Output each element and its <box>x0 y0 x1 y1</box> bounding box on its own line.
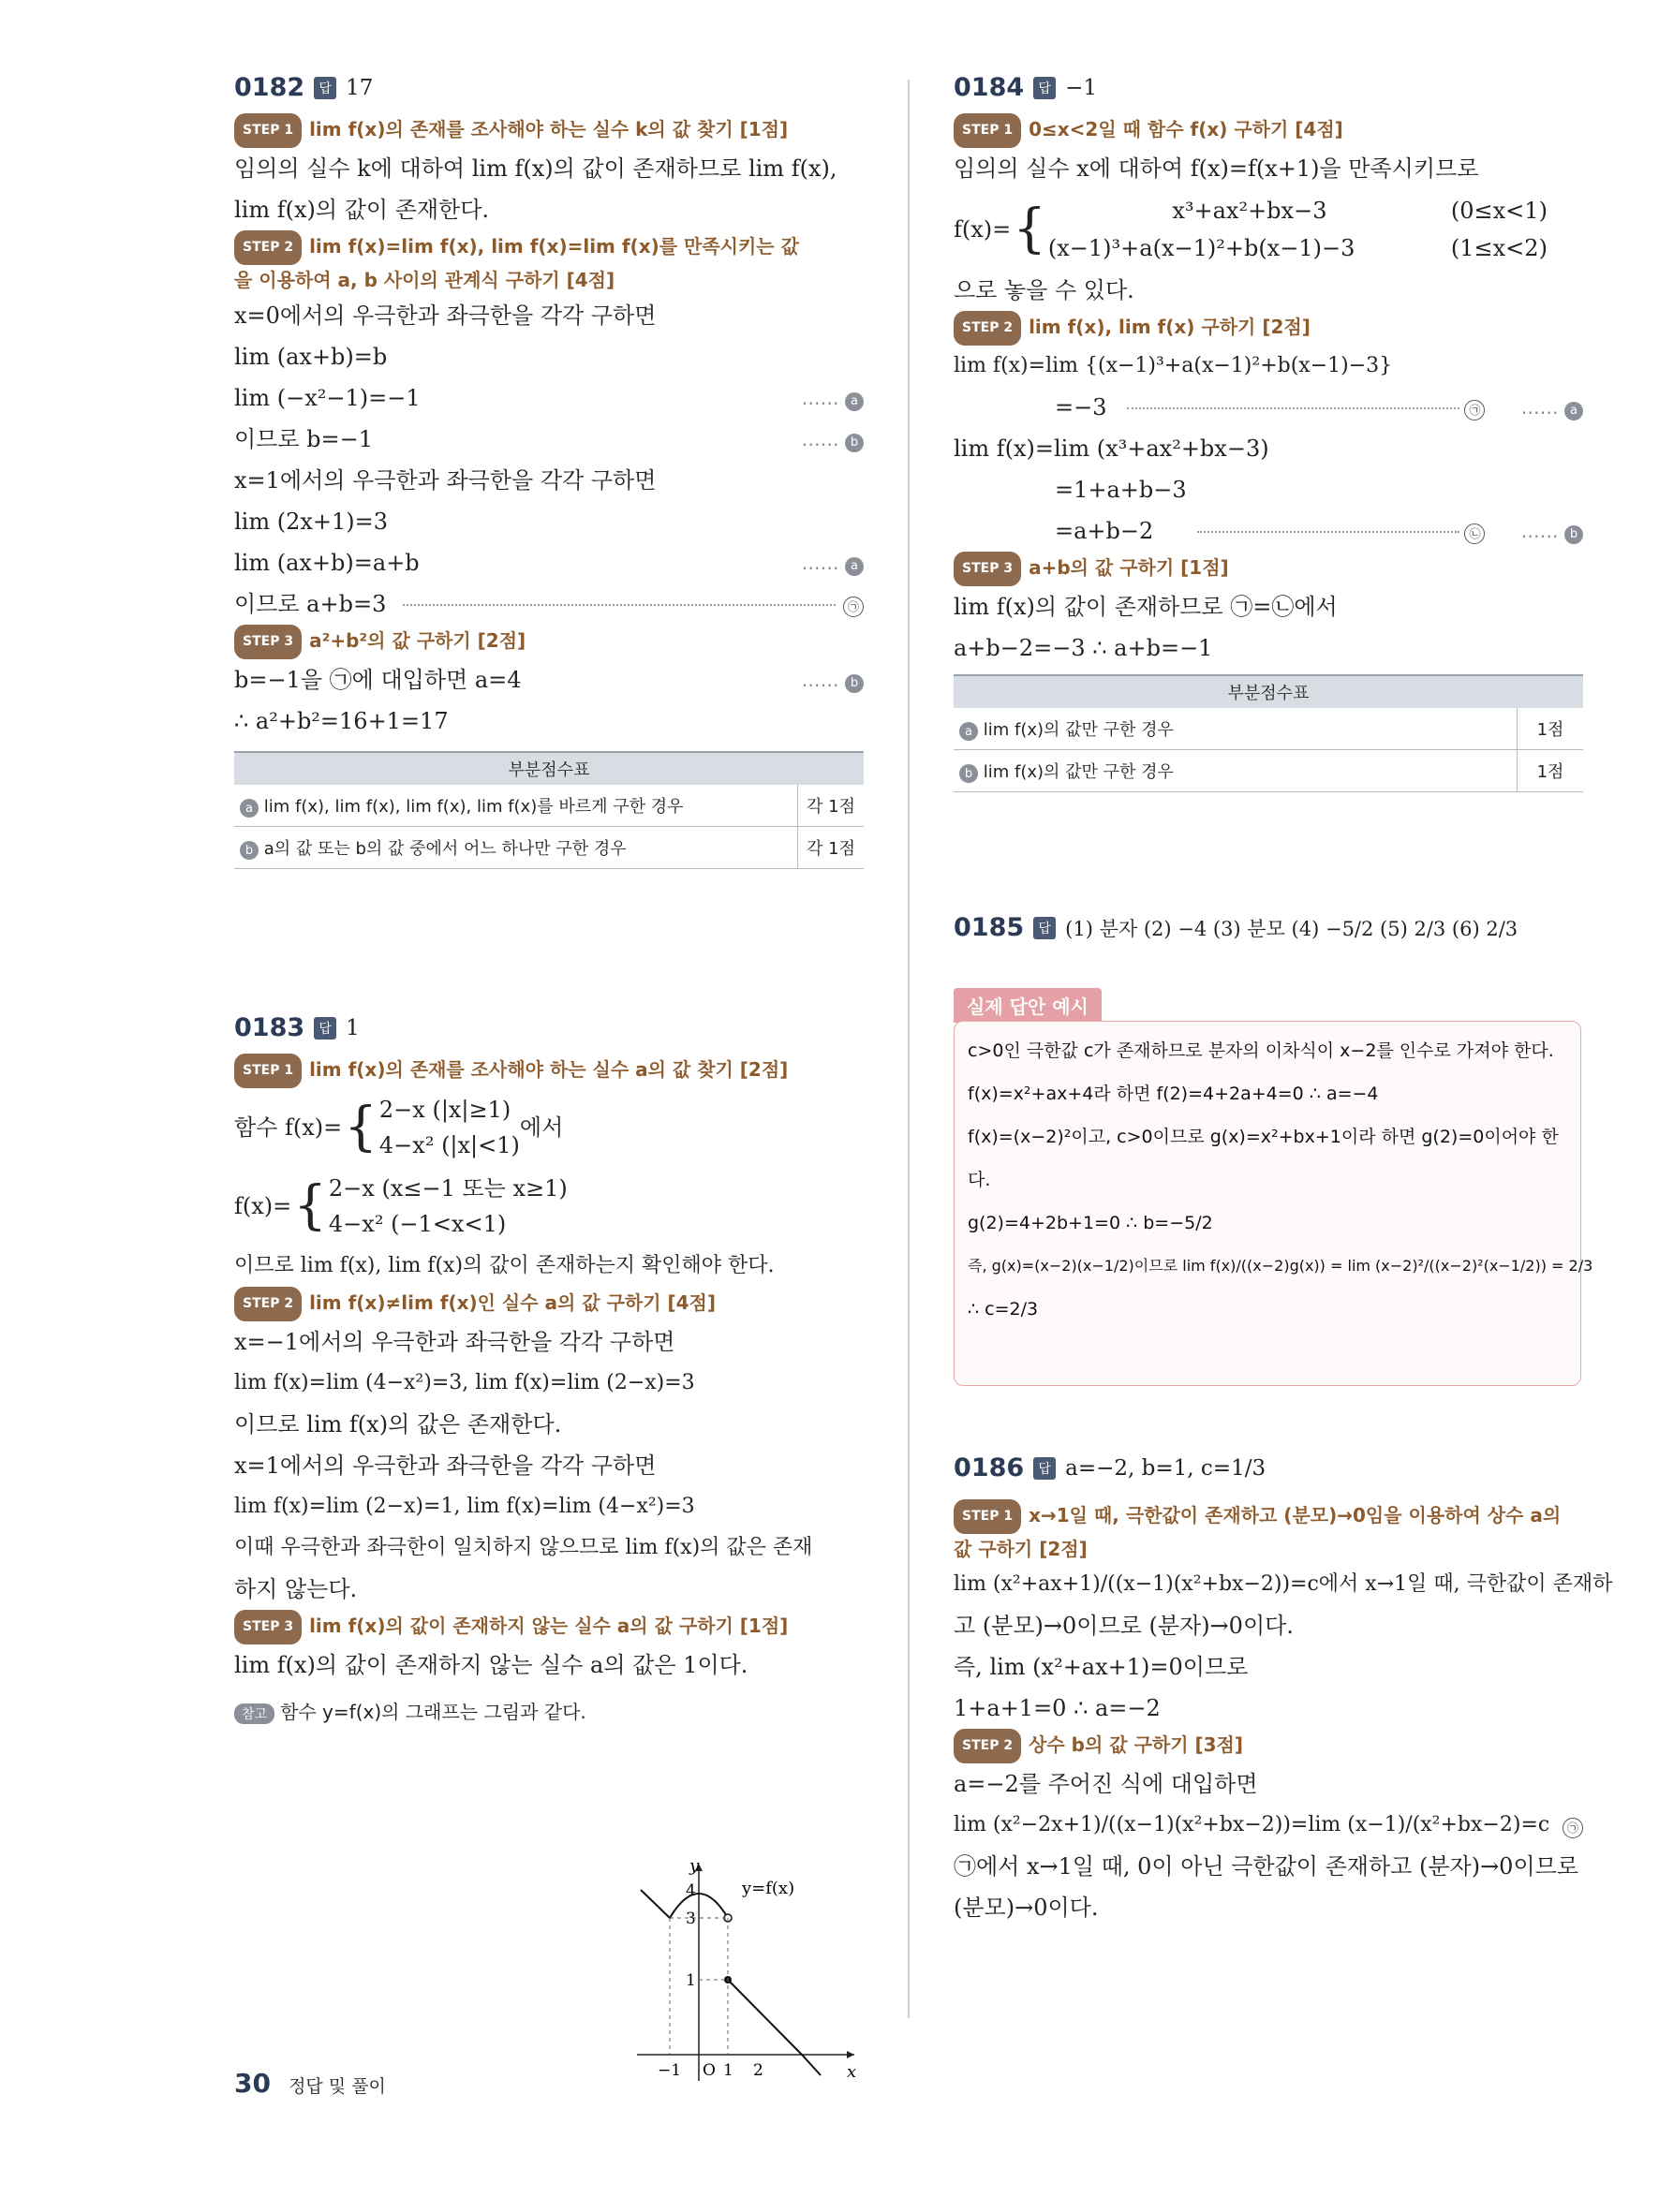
mark-b-icon: b <box>845 434 864 452</box>
step-heading <box>234 1054 864 1088</box>
solution-line <box>234 542 864 583</box>
solution-line: 임의의 실수 x에 대하여 f(x)=f(x+1)을 만족시키므로 <box>954 155 1479 182</box>
page-footer <box>234 2068 386 2099</box>
step-text: lim f(x)≠lim f(x)인 실수 a의 값 구하기 [4점] <box>309 1291 717 1314</box>
case-cond: (1≤x<2) <box>1450 235 1548 261</box>
answer-badge: 답 <box>1033 917 1056 939</box>
case-1: 2−x (x≤−1 또는 x≥1) <box>328 1175 568 1202</box>
y-tick-label: 4 <box>686 1881 696 1900</box>
curve-right <box>728 1980 821 2075</box>
cell-text: a의 값 또는 b의 값 중에서 어느 하나만 구한 경우 <box>263 838 627 859</box>
problem-number: 0185 <box>954 913 1025 942</box>
step-badge: STEP 1 <box>234 113 302 148</box>
x-tick-label: 1 <box>723 2061 733 2080</box>
solution-text: =a+b−2 <box>1055 518 1154 544</box>
solution-line <box>954 387 1583 428</box>
dots: …… <box>801 387 839 409</box>
step-badge: STEP 3 <box>234 1610 302 1644</box>
solution-line: x=1에서의 우극한과 좌극한을 각각 구하면 <box>234 1453 657 1479</box>
table-cell <box>234 827 798 869</box>
solution-line: 이므로 lim f(x)의 값은 존재한다. <box>234 1411 562 1438</box>
step-badge: STEP 1 <box>234 1054 302 1088</box>
solution-line: 으로 놓을 수 있다. <box>954 277 1134 303</box>
step-text: a²+b²의 값 구하기 [2점] <box>309 629 526 652</box>
score-mark <box>802 377 864 419</box>
solution-line: 이므로 lim f(x), lim f(x)의 값이 존재하는지 확인해야 한다. <box>234 1254 775 1277</box>
problem-number: 0182 <box>234 73 305 102</box>
solution-text: 이므로 a+b=3 <box>234 591 387 617</box>
table-cell <box>954 708 1518 750</box>
problem-header <box>954 1453 1583 1482</box>
piecewise-def <box>234 1088 864 1167</box>
step-badge: STEP 2 <box>234 1287 302 1321</box>
solution-line: x=−1에서의 우극한과 좌극한을 각각 구하면 <box>234 1329 675 1355</box>
score-mark <box>802 419 864 460</box>
handwritten-example-tag: 실제 답안 예시 <box>954 988 1102 1023</box>
y-tick-label: 1 <box>686 1971 696 1990</box>
answer-value: (1) 분자 (2) −4 (3) 분모 (4) −5/2 (5) 2/3 (6) 2/3 <box>1065 917 1518 940</box>
mark-a-icon: a <box>1564 402 1583 420</box>
solution-line: 고 (분모)→0이므로 (분자)→0이다. <box>954 1613 1294 1639</box>
circled-1-icon: ㉠ <box>1563 1818 1583 1838</box>
case-1 <box>1048 192 1548 229</box>
problem-number: 0184 <box>954 73 1025 102</box>
cell-text: lim f(x), lim f(x), lim f(x), lim f(x)를 바르게 구한 경우 <box>263 796 684 817</box>
func-label: f(x)= <box>954 216 1012 243</box>
answer-badge: 답 <box>1033 77 1056 99</box>
x-axis-arrow <box>847 2051 854 2058</box>
step-text-cont: 을 이용하여 a, b 사이의 관계식 구하기 [4점] <box>234 269 615 291</box>
y-axis-label: y <box>689 1858 700 1876</box>
cases <box>329 1171 568 1242</box>
step-text-cont: 값 구하기 [2점] <box>954 1538 1088 1560</box>
step-heading <box>234 1610 864 1644</box>
solution-line: lim f(x)의 값이 존재하므로 ㉠=㉡에서 <box>954 594 1338 620</box>
solution-line: a+b−2=−3 ∴ a+b=−1 <box>954 635 1213 661</box>
hw-line: ∴ c=2/3 <box>968 1299 1039 1320</box>
step-text: a+b의 값 구하기 [1점] <box>1029 556 1229 579</box>
ref-text: 함수 y=f(x)의 그래프는 그림과 같다. <box>280 1701 586 1723</box>
solution-line: 임의의 실수 k에 대하여 lim f(x)의 값이 존재하므로 lim f(x), <box>234 155 837 182</box>
problem-0183 <box>234 1013 864 2082</box>
solution-line: lim f(x)의 값이 존재한다. <box>234 197 490 223</box>
score-cell: 각 1점 <box>798 827 865 869</box>
problem-number: 0183 <box>234 1013 305 1042</box>
solution-line: lim (2x+1)=3 <box>234 509 389 535</box>
case-expr: (x−1)³+a(x−1)²+b(x−1)−3 <box>1047 235 1355 261</box>
answer-badge: 답 <box>314 77 336 99</box>
solution-text: lim (−x²−1)=−1 <box>234 385 421 411</box>
step-badge: STEP 2 <box>954 1729 1021 1763</box>
step-heading <box>954 311 1583 346</box>
step-heading <box>234 1287 864 1321</box>
solution-line <box>234 583 864 625</box>
eq-ref <box>1563 1805 1583 1846</box>
suffix: 에서 <box>519 1114 564 1141</box>
mark-a-icon: a <box>845 557 864 576</box>
solution-line: 이때 우극한과 좌극한이 일치하지 않으므로 lim f(x)의 값은 존재 <box>234 1536 813 1559</box>
leader-dots <box>403 604 836 606</box>
score-mark <box>1464 510 1583 552</box>
piecewise-def <box>234 1167 864 1246</box>
answer-value: 17 <box>346 75 374 100</box>
table-row <box>234 827 864 869</box>
solution-line <box>234 419 864 460</box>
step-text: 상수 b의 값 구하기 [3점] <box>1029 1733 1244 1756</box>
table-header: 부분점수표 <box>234 752 864 785</box>
solution-text: 이므로 b=−1 <box>234 426 374 452</box>
curve-left <box>641 1890 728 1918</box>
step-text: 0≤x<2일 때 함수 f(x) 구하기 [4점] <box>1029 118 1343 140</box>
answer-value: 1 <box>346 1015 360 1040</box>
solution-line: =1+a+b−3 <box>1055 477 1187 503</box>
case-2: 4−x² (|x|<1) <box>378 1132 520 1158</box>
solution-text: lim (x²−2x+1)/((x−1)(x²+bx−2))=lim (x−1)/(x²+bx−2)=c <box>954 1813 1550 1836</box>
brace: { <box>1013 199 1046 259</box>
case-2 <box>1048 229 1548 267</box>
problem-0184 <box>954 73 1583 792</box>
step-heading <box>954 113 1583 148</box>
case-1: 2−x (|x|≥1) <box>378 1097 511 1123</box>
solution-line: lim f(x)=lim (2−x)=1, lim f(x)=lim (4−x²)=3 <box>234 1495 695 1518</box>
solution-line: 하지 않는다. <box>234 1576 358 1602</box>
handwritten-answer-box <box>954 1021 1593 1386</box>
score-cell: 각 1점 <box>798 785 865 827</box>
answer-value: −1 <box>1065 75 1098 100</box>
solution-line: ㉠에서 x→1일 때, 0이 아닌 극한값이 존재하고 (분자)→0이므로 <box>954 1853 1578 1880</box>
hw-line: 다. <box>968 1170 991 1190</box>
step-text: lim f(x)의 값이 존재하지 않는 실수 a의 값 구하기 [1점] <box>309 1615 789 1637</box>
table-cell <box>954 750 1518 792</box>
problem-0186 <box>954 1453 1613 1928</box>
dots: …… <box>801 552 839 574</box>
solution-line: lim (x²+ax+1)/((x−1)(x²+bx−2))=c에서 x→1일 때, 극한값이 존재하 <box>954 1572 1613 1596</box>
solution-line <box>954 510 1583 552</box>
problem-number: 0186 <box>954 1453 1025 1482</box>
solution-line: lim f(x)=lim (4−x²)=3, lim f(x)=lim (2−x)=3 <box>234 1371 695 1394</box>
solution-line: 즉, lim (x²+ax+1)=0이므로 <box>954 1654 1249 1680</box>
circled-1-icon: ㉠ <box>843 597 864 617</box>
answer-badge: 답 <box>1033 1457 1056 1480</box>
cases <box>1048 192 1548 267</box>
step-heading <box>954 552 1583 586</box>
table-row <box>234 785 864 827</box>
case-2: 4−x² (−1<x<1) <box>328 1211 507 1237</box>
cell-text: lim f(x)의 값만 구한 경우 <box>983 761 1174 782</box>
problem-header <box>234 1013 864 1042</box>
eq-ref <box>843 583 864 625</box>
leader-dots <box>1197 531 1459 533</box>
dots: …… <box>1520 396 1559 419</box>
x-axis-label: x <box>847 2062 857 2082</box>
step-text: lim f(x)의 존재를 조사해야 하는 실수 a의 값 찾기 [2점] <box>309 1058 789 1081</box>
table-row <box>954 708 1583 750</box>
table-header: 부분점수표 <box>954 675 1583 708</box>
hw-line: c>0인 극한값 c가 존재하므로 분자의 이차식이 x−2를 인수로 가져야 한다. <box>968 1040 1554 1061</box>
table-row <box>954 750 1583 792</box>
score-cell: 1점 <box>1518 708 1584 750</box>
step-badge: STEP 3 <box>234 625 302 659</box>
answer-badge: 답 <box>314 1017 336 1040</box>
solution-line: ∴ a²+b²=16+1=17 <box>234 708 449 734</box>
x-tick-label: 2 <box>753 2061 763 2080</box>
dots: …… <box>801 669 839 691</box>
brace: { <box>344 1097 378 1158</box>
solution-line: a=−2를 주어진 식에 대입하면 <box>954 1771 1258 1797</box>
solution-text: b=−1을 ㉠에 대입하면 a=4 <box>234 667 522 693</box>
score-mark <box>802 659 864 700</box>
y-tick-label: 3 <box>686 1910 696 1928</box>
func-label: f(x)= <box>234 1193 292 1219</box>
step-badge: STEP 3 <box>954 552 1021 586</box>
brace: { <box>293 1175 327 1236</box>
step-heading <box>234 113 864 148</box>
score-mark <box>802 542 864 583</box>
origin-label: O <box>703 2061 716 2080</box>
step-heading <box>954 1499 1583 1534</box>
func-label: 함수 f(x)= <box>234 1114 343 1141</box>
hw-line: f(x)=(x−2)²이고, c>0이므로 g(x)=x²+bx+1이라 하면 g(2)=0이어야 한 <box>968 1127 1559 1147</box>
solution-line: 1+a+1=0 ∴ a=−2 <box>954 1695 1161 1721</box>
answer-value: a=−2, b=1, c=1/3 <box>1065 1455 1266 1481</box>
solution-line: (분모)→0이다. <box>954 1895 1099 1921</box>
mark-b-icon: b <box>240 841 259 860</box>
step-badge: STEP 1 <box>954 1499 1021 1534</box>
solution-line: lim f(x)의 값이 존재하지 않는 실수 a의 값은 1이다. <box>234 1652 748 1678</box>
step-heading <box>954 1729 1583 1763</box>
circled-2-icon: ㉡ <box>1464 524 1485 544</box>
problem-0185 <box>954 913 1583 942</box>
hw-line: 즉, g(x)=(x−2)(x−1/2)이므로 lim f(x)/((x−2)g(x)) = lim (x−2)²/((x−2)²(x−1/2)) = 2/3 <box>968 1257 1593 1275</box>
cell-text: lim f(x)의 값만 구한 경우 <box>983 719 1174 740</box>
mark-a-icon: a <box>845 392 864 411</box>
x-tick-label: −1 <box>658 2061 682 2080</box>
function-graph <box>637 1858 862 2083</box>
problem-header <box>954 913 1583 942</box>
step-text: lim f(x)=lim f(x), lim f(x)=lim f(x)를 만족시키는 값 <box>309 235 799 258</box>
leader-dots <box>1127 407 1459 409</box>
piecewise-def <box>954 189 1583 270</box>
problem-0182 <box>234 73 864 869</box>
hw-line: g(2)=4+2b+1=0 ∴ b=−5/2 <box>968 1213 1213 1233</box>
step-heading <box>234 230 864 265</box>
mark-b-icon: b <box>845 674 864 693</box>
ref-badge: 참고 <box>234 1703 274 1724</box>
step-badge: STEP 2 <box>234 230 302 265</box>
solution-line: x=1에서의 우극한과 좌극한을 각각 구하면 <box>234 467 657 494</box>
score-mark <box>1464 387 1583 428</box>
partial-score-table <box>234 751 864 869</box>
step-badge: STEP 1 <box>954 113 1021 148</box>
page-number: 30 <box>234 2068 271 2099</box>
solution-text: =−3 <box>1055 394 1107 420</box>
reference-note <box>234 1697 864 1724</box>
solution-line: lim f(x)=lim (x³+ax²+bx−3) <box>954 435 1269 462</box>
hw-line: f(x)=x²+ax+4라 하면 f(2)=4+2a+4=0 ∴ a=−4 <box>968 1084 1379 1104</box>
solution-line <box>234 659 864 700</box>
page-title: 정답 및 풀이 <box>289 2076 386 2097</box>
step-badge: STEP 2 <box>954 311 1021 346</box>
column-divider <box>908 80 910 2018</box>
solution-line: lim f(x)=lim {(x−1)³+a(x−1)²+b(x−1)−3} <box>954 354 1393 377</box>
solution-line <box>234 377 864 419</box>
solution-text: lim (ax+b)=a+b <box>234 550 420 576</box>
mark-b-icon: b <box>959 764 978 783</box>
dots: …… <box>1520 520 1559 542</box>
partial-score-table <box>954 674 1583 792</box>
table-cell <box>234 785 798 827</box>
solution-line: lim (ax+b)=b <box>234 344 388 370</box>
cases <box>379 1092 520 1163</box>
case-cond: (0≤x<1) <box>1450 198 1548 224</box>
problem-header <box>234 73 864 102</box>
mark-a-icon: a <box>240 799 259 818</box>
circled-1-icon: ㉠ <box>1464 400 1485 420</box>
step-heading <box>234 625 864 659</box>
mark-b-icon: b <box>1564 525 1583 544</box>
problem-header <box>954 73 1583 102</box>
curve-label: y=f(x) <box>742 1879 795 1898</box>
mark-a-icon: a <box>959 722 978 741</box>
dots: …… <box>801 428 839 450</box>
score-cell: 1점 <box>1518 750 1584 792</box>
handwritten-content <box>955 1022 1593 1338</box>
step-text: x→1일 때, 극한값이 존재하고 (분모)→0임을 이용하여 상수 a의 <box>1029 1504 1562 1526</box>
step-text: lim f(x)의 존재를 조사해야 하는 실수 k의 값 찾기 [1점] <box>309 118 789 140</box>
solution-line: x=0에서의 우극한과 좌극한을 각각 구하면 <box>234 302 657 329</box>
case-expr: x³+ax²+bx−3 <box>1172 198 1327 224</box>
step-text: lim f(x), lim f(x) 구하기 [2점] <box>1029 316 1311 338</box>
solution-line <box>954 1805 1583 1846</box>
